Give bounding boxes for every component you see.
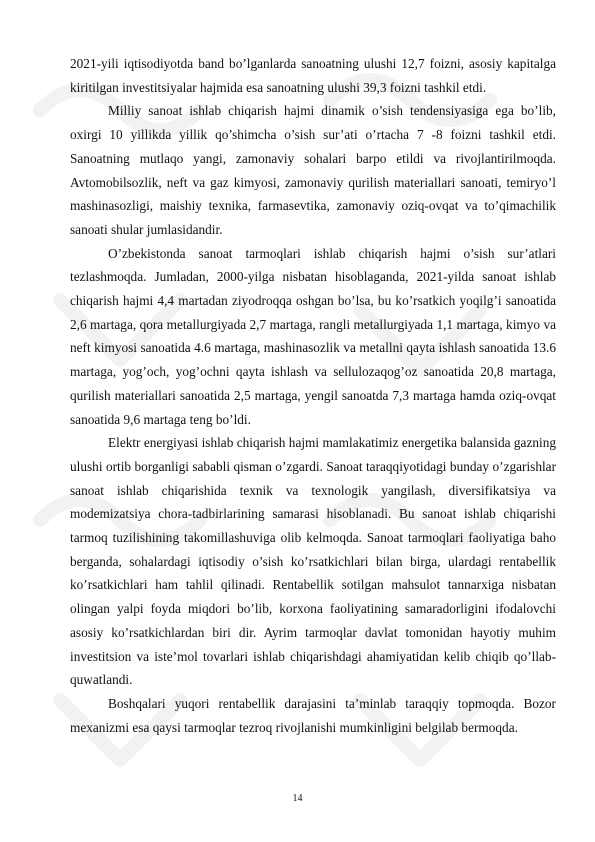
body-text [70,52,556,739]
paragraph-2: Milliy sanoat ishlab chiqarish hajmi dinamik o’sish tendensiyasiga ega bo’lib, oxirgi 10 yillikda yillik qo’shimcha o’sish sur’ati o’rtacha 7 -8 foizni tashkil etdi. Sanoatning mutlaqo yangi, zamonaviy sohalari barpo etildi va rivojlantirilmoqda. Avtomobilsozlik, neft va gaz kimyosi, zamonaviy qurilish materiallari sanoati, temiryo’l mashinasozligi, maishiy texnika, farmasevtika, zamonaviy oziq-ovqat va to’qimachilik sanoati shular jumlasidandir. [70,103,556,237]
paragraph-3: O’zbekistonda sanoat tarmoqlari ishlab chiqarish hajmi o’sish sur’atlari tezlashmoqda. Jumladan, 2000-yilga nisbatan hisoblaganda, 2021-yilda sanoat ishlab chiqarish hajmi 4,4 martadan ziyodroqqa oshgan bo’lsa, bu ko’rsatkich yoqilg’i sanoatida 2,6 martaga, qora metallurgiyada 2,7 martaga, rangli metallurgiyada 1,1 martaga, kimyo va neft kimyosi sanoatida 4.6 martaga, mashinasozlik va metallni qayta ishlash sanoatida 13.6 martaga, yog’och, yog’ochni qayta ishlash va sellulozaqog’oz sanoatida 20,8 martaga, qurilish materiallari sanoatida 2,5 martaga, yengil sanoatda 7,3 martaga hamda oziq-ovqat sanoatida 9,6 martaga teng bo’ldi. [70,245,556,427]
paragraph-1: 2021-yili iqtisodiyotda band bo’lganlarda sanoatning ulushi 12,7 foizni, asosiy kapitalga kiritilgan investitsiyalar hajmida esa sanoatning ulushi 39,3 foizni tashkil etdi. [70,56,556,95]
paragraph-5: Boshqalari yuqori rentabellik darajasini ta’minlab taraqqiy topmoqda. Bozor mexanizmi esa qaysi tarmoqlar tezroq rivojlanishi mumkinligini belgilab bermoqda. [70,695,556,735]
paragraph-4: Elektr energiyasi ishlab chiqarish hajmi mamlakatimiz energetika balansida gazning ulushi ortib borganligi sababli qisman o’zgardi. Sanoat taraqqiyotidagi bunday o’zgarishlar sanoat ishlab chiqarishida texnik va texnologik yangilash, diversifikatsiya va modemizatsiya chora-tadbirlarining samarasi hisoblanadi. Bu sanoat ishlab chiqarishi tarmoq tuzilishining takomillashuviga olib kelmoqda. Sanoat tarmoqlari faoliyatiga baho berganda, sohalardagi iqtisodiy o’sish ko’rsatkichlari bilan birga, ulardagi rentabellik ko’rsatkichlari ham tahlil qilinadi. Rentabellik sotilgan mahsulot tannarxiga nisbatan olingan yalpi foyda miqdori bo’lib, korxona faoliyatining samaradorligini ifodalovchi asosiy ko’rsatkichlardan biri dir. Ayrim tarmoqlar davlat tomonidan hayotiy muhim investitsion va iste’mol tovarlari ishlab chiqarishdagi ahamiyatidan kelib chiqib qo’llab-quwatlandi. [70,435,556,688]
page-number: 14 [292,793,303,804]
